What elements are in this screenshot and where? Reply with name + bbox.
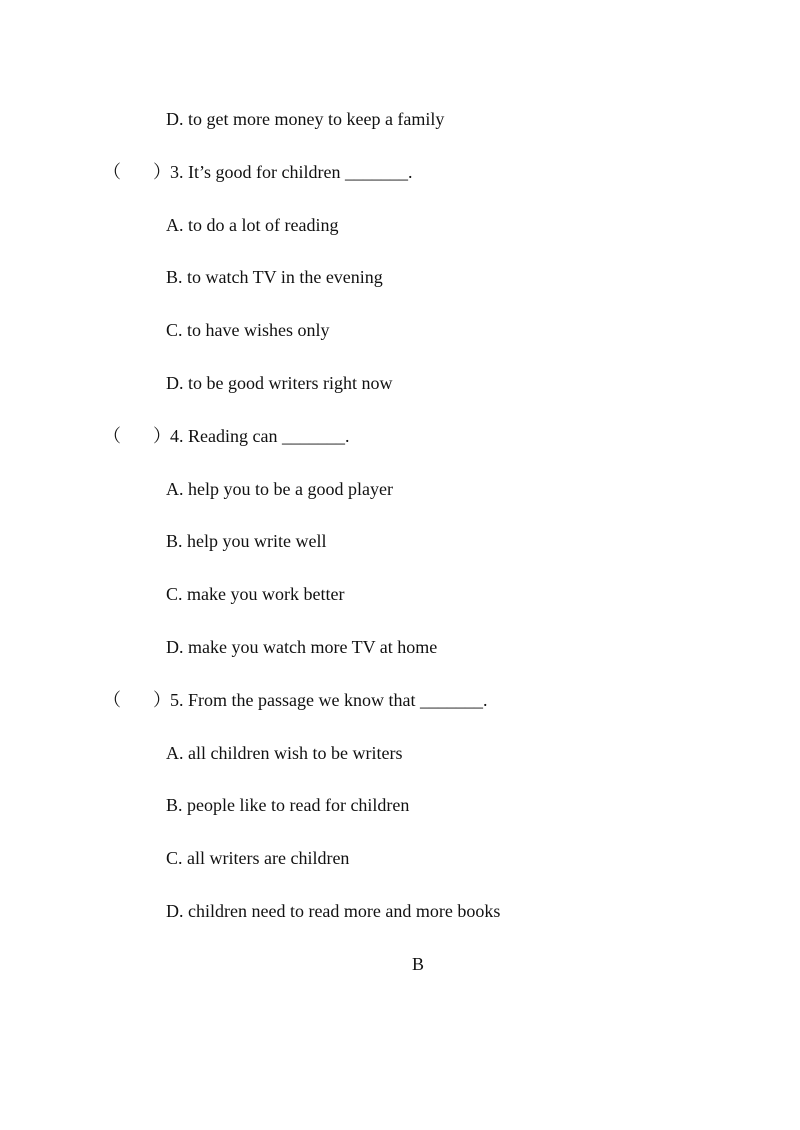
question-text: 5. From the passage we know that _______. xyxy=(170,690,488,710)
option-d: D. make you watch more TV at home xyxy=(166,637,438,657)
option-b: B. to watch TV in the evening xyxy=(166,267,383,287)
answer-bracket-open: （ xyxy=(103,690,121,710)
answer-bracket-close: ） xyxy=(153,162,171,182)
option-d: D. to be good writers right now xyxy=(166,373,393,393)
option-c: C. all writers are children xyxy=(166,848,350,868)
option-c: C. to have wishes only xyxy=(166,320,330,340)
answer-bracket-open: （ xyxy=(103,426,121,446)
option-b: B. people like to read for children xyxy=(166,795,410,815)
option-a: A. all children wish to be writers xyxy=(166,743,403,763)
answer-bracket-close: ） xyxy=(153,690,171,710)
option-c: C. make you work better xyxy=(166,584,345,604)
option-d-question-2: D. to get more money to keep a family xyxy=(166,109,445,129)
option-a: A. help you to be a good player xyxy=(166,479,393,499)
question-text: 3. It’s good for children _______. xyxy=(170,162,413,182)
question-text: 4. Reading can _______. xyxy=(170,426,350,446)
answer-bracket-close: ） xyxy=(153,426,171,446)
option-a: A. to do a lot of reading xyxy=(166,215,339,235)
option-b: B. help you write well xyxy=(166,531,327,551)
answer-bracket-open: （ xyxy=(103,162,121,182)
section-heading-b: B xyxy=(412,954,425,974)
option-d: D. children need to read more and more books xyxy=(166,901,501,921)
